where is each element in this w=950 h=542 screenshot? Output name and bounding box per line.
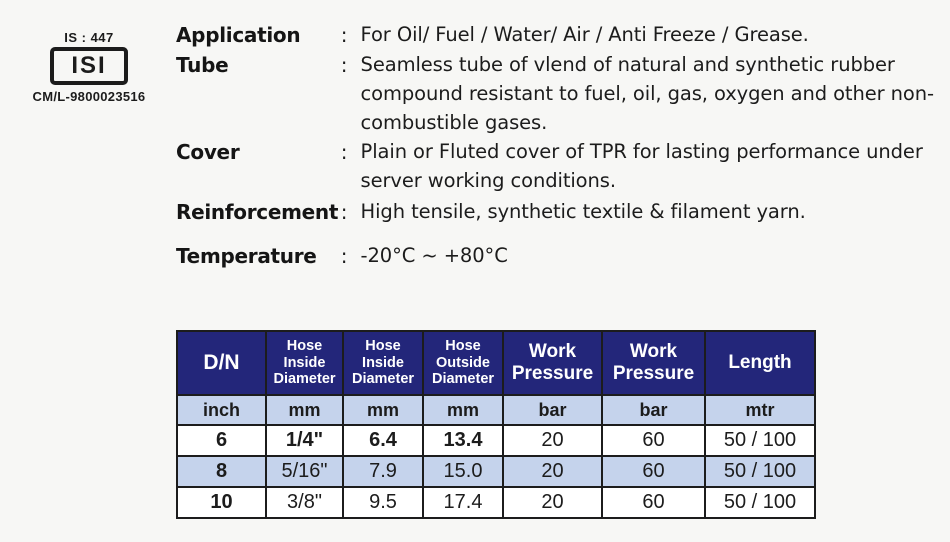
- spec-colon: :: [340, 23, 348, 47]
- specification-list: [176, 20, 936, 271]
- table-cell: 9.5: [343, 487, 423, 518]
- unit-cell: bar: [602, 395, 705, 425]
- isi-license-number: CM/L-9800023516: [32, 89, 146, 104]
- table-cell: 15.0: [423, 456, 503, 487]
- table-cell: 50 / 100: [705, 425, 815, 456]
- unit-cell: mm: [343, 395, 423, 425]
- spec-value: High tensile, synthetic textile & filament yarn.: [360, 200, 806, 223]
- column-header: Length: [705, 331, 815, 395]
- spec-label: Cover: [176, 140, 240, 164]
- table-cell: 50 / 100: [705, 456, 815, 487]
- spec-value: For Oil/ Fuel / Water/ Air / Anti Freeze / Grease.: [360, 23, 809, 46]
- column-header: Work Pressure: [503, 331, 602, 395]
- column-header: Hose Inside Diameter: [266, 331, 343, 395]
- table-cell: 60: [602, 456, 705, 487]
- table-cell: 60: [602, 425, 705, 456]
- unit-cell: mm: [423, 395, 503, 425]
- unit-cell: inch: [177, 395, 266, 425]
- table-cell: 10: [177, 487, 266, 518]
- spec-colon: :: [340, 200, 348, 224]
- spec-colon: :: [340, 140, 348, 164]
- spec-label: Reinforcement: [176, 200, 339, 224]
- isi-certification-mark: [14, 30, 164, 104]
- table-cell: 17.4: [423, 487, 503, 518]
- column-header: D/N: [177, 331, 266, 395]
- spec-value: Plain or Fluted cover of TPR for lasting performance under server working conditions.: [360, 140, 923, 192]
- table-cell: 6: [177, 425, 266, 456]
- table-row: [177, 425, 815, 456]
- table-cell: 5/16": [266, 456, 343, 487]
- spec-row-tube: [176, 50, 936, 137]
- table-cell: 6.4: [343, 425, 423, 456]
- unit-cell: bar: [503, 395, 602, 425]
- isi-standard-number: IS : 447: [64, 30, 114, 45]
- table-cell: 20: [503, 487, 602, 518]
- spec-colon: :: [340, 53, 348, 77]
- column-header: Hose Inside Diameter: [343, 331, 423, 395]
- table-header-row: [177, 331, 815, 395]
- table-cell: 3/8": [266, 487, 343, 518]
- spec-label: Tube: [176, 53, 229, 77]
- table-cell: 8: [177, 456, 266, 487]
- spec-value: -20°C ~ +80°C: [360, 244, 508, 267]
- table-row: [177, 487, 815, 518]
- table-cell: 7.9: [343, 456, 423, 487]
- column-header: Work Pressure: [602, 331, 705, 395]
- spec-row-temperature: [176, 241, 936, 271]
- table-cell: 1/4": [266, 425, 343, 456]
- table-cell: 60: [602, 487, 705, 518]
- table-cell: 20: [503, 425, 602, 456]
- spec-colon: :: [340, 244, 348, 268]
- table-cell: 20: [503, 456, 602, 487]
- spec-label: Application: [176, 23, 301, 47]
- hose-spec-table: [176, 330, 816, 519]
- table-cell: 50 / 100: [705, 487, 815, 518]
- table-cell: 13.4: [423, 425, 503, 456]
- unit-cell: mtr: [705, 395, 815, 425]
- isi-logo: ISI: [50, 47, 128, 85]
- spec-row-application: [176, 20, 936, 50]
- table-row: [177, 456, 815, 487]
- spec-label: Temperature: [176, 244, 317, 268]
- spec-value: Seamless tube of vlend of natural and synthetic rubber compound resistant to fuel, oil, gas, oxygen and other non-combustible gases.: [360, 53, 934, 134]
- unit-cell: mm: [266, 395, 343, 425]
- column-header: Hose Outside Diameter: [423, 331, 503, 395]
- table-units-row: [177, 395, 815, 425]
- spec-row-reinforcement: [176, 197, 936, 227]
- spec-row-cover: [176, 137, 936, 195]
